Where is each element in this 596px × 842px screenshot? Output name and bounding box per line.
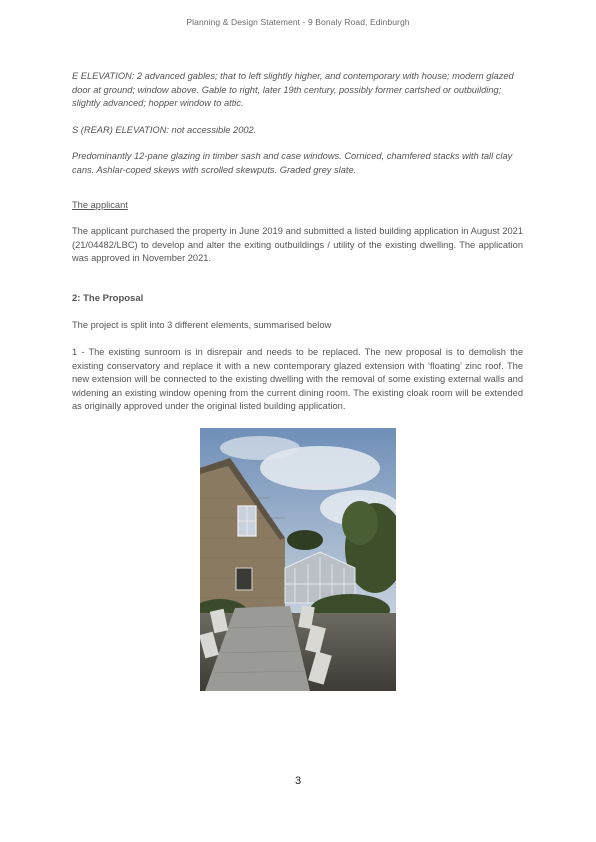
glazing-paragraph: Predominantly 12-pane glazing in timber sash and case windows. Corniced, chamfered stacks with tall clay cans. Ashlar-coped skews with scrolled skewputs. Graded grey slate. [72, 151, 513, 175]
tree [287, 530, 323, 550]
applicant-paragraph: The applicant purchased the property in June 2019 and submitted a listed building application in August 2021 (21/04482/LBC) to develop and alter the exiting outbuildings / utility of the existing dwelling. The application was approved in November 2021. [72, 226, 523, 264]
document-header: Planning & Design Statement - 9 Bonaly Road, Edinburgh [186, 17, 410, 27]
applicant-heading: The applicant [72, 200, 128, 210]
e-elevation-paragraph: E ELEVATION: 2 advanced gables; that to left slightly higher, and contemporary with house; modern glazed door at ground; window above. Gable to right, later 19th century, possibly former cartshed or outbuilding; slightly advanced; hopper window to attic. [72, 71, 514, 109]
photo-illustration [200, 428, 396, 691]
proposal-heading: 2: The Proposal [72, 293, 144, 304]
tree-right-top [342, 501, 378, 545]
cloud [220, 436, 300, 460]
s-elevation-paragraph: S (REAR) ELEVATION: not accessible 2002. [72, 125, 257, 135]
proposal-intro: The project is split into 3 different elements, summarised below [72, 320, 332, 330]
ground-window [236, 568, 252, 590]
proposal-item-1: 1 - The existing sunroom is in disrepair and needs to be replaced. The new proposal is to demolish the existing conservatory and replace it with a new contemporary glazed extension with ‘floating’ zinc roof. The new extension will be connected to the existing dwelling with the removal of some existing external walls and widening an existing window opening from the current dining room. The existing cloak room will be extended as originally approved under the original listed building application. [72, 347, 523, 412]
garden-conservatory-photo [200, 428, 396, 691]
page-number: 3 [294, 775, 302, 787]
